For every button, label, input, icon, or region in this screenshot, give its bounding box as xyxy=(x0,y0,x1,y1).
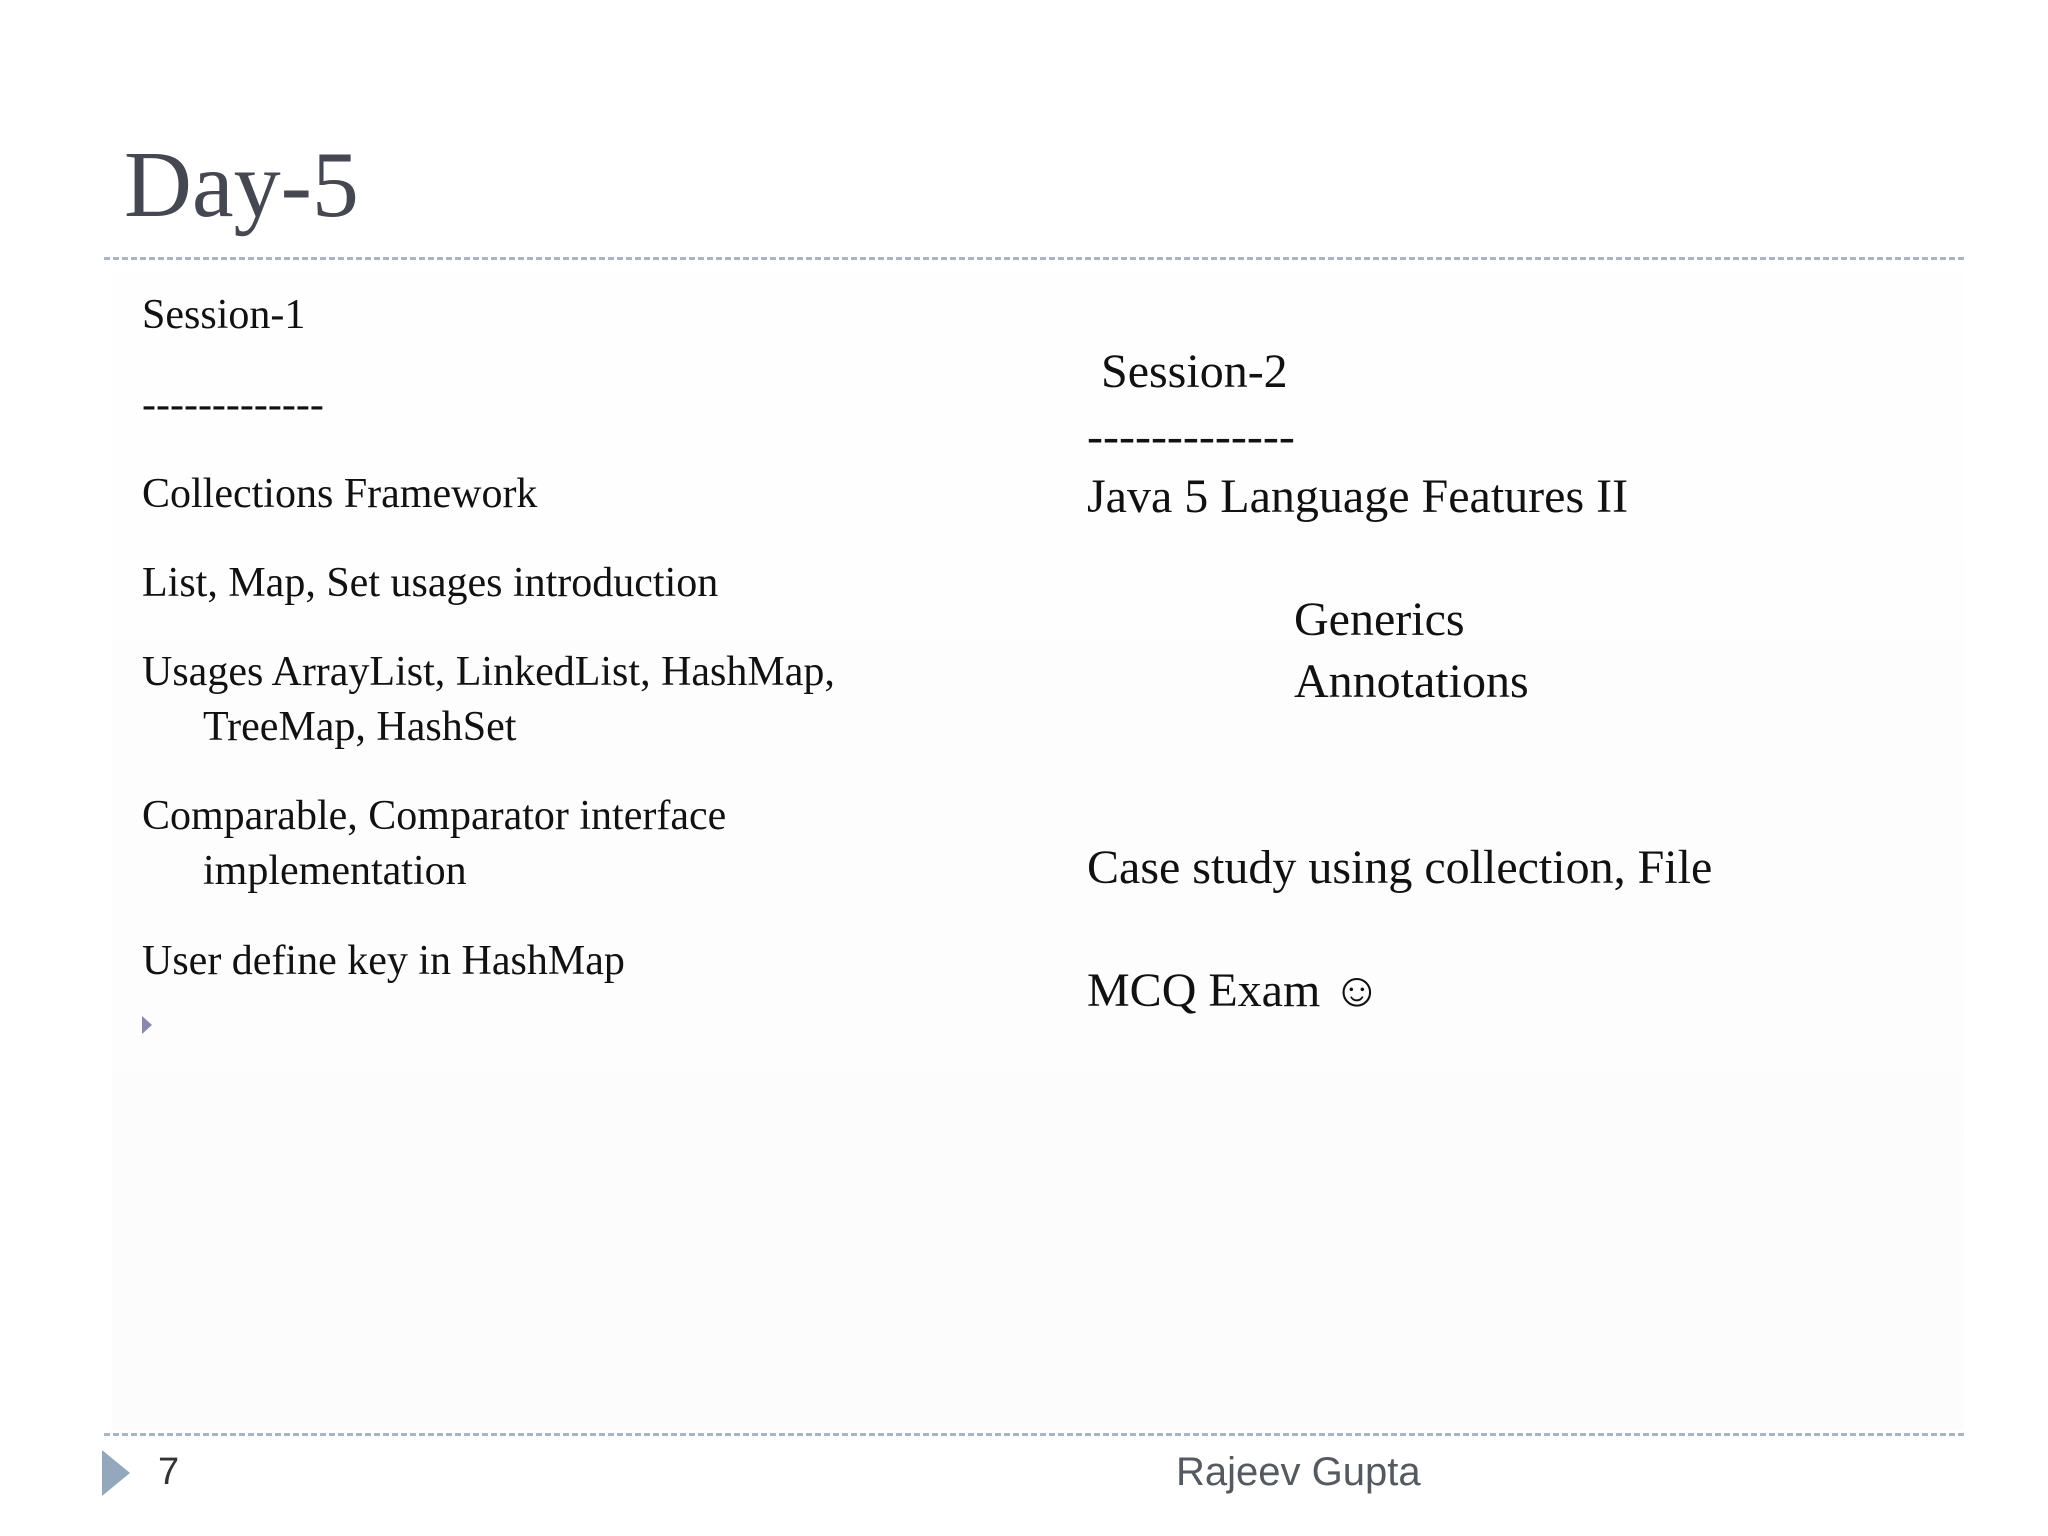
session-1-divider: ------------- xyxy=(142,382,324,428)
title-divider xyxy=(104,257,1964,260)
bullet-arrow-icon xyxy=(142,1016,152,1034)
author-name: Rajeev Gupta xyxy=(1176,1450,1421,1494)
session-1-item: Comparable, Comparator interface xyxy=(142,793,727,839)
session-1-item: Usages ArrayList, LinkedList, HashMap, xyxy=(142,649,835,695)
slide-title: Day-5 xyxy=(124,133,359,237)
session-2-item: Java 5 Language Features II xyxy=(1087,470,1629,523)
session-1-item: List, Map, Set usages introduction xyxy=(142,560,719,606)
session-2-subitem: Generics xyxy=(1294,593,1465,646)
session-2-heading: Session-2 xyxy=(1101,345,1288,398)
session-2-divider: ------------- xyxy=(1087,410,1295,463)
session-2-item: Case study using collection, File xyxy=(1087,841,1713,894)
session-1-item: Collections Framework xyxy=(142,471,538,517)
footer-divider xyxy=(104,1433,1964,1436)
session-2-item: MCQ Exam ☺ xyxy=(1087,964,1382,1017)
triangle-icon xyxy=(102,1450,130,1496)
session-2-subitem: Annotations xyxy=(1294,655,1529,708)
session-1-item-continued: implementation xyxy=(203,848,467,894)
session-1-item-continued: TreeMap, HashSet xyxy=(203,704,517,750)
session-1-item: User define key in HashMap xyxy=(142,938,625,984)
session-1-heading: Session-1 xyxy=(142,292,306,338)
page-number: 7 xyxy=(158,1451,180,1493)
